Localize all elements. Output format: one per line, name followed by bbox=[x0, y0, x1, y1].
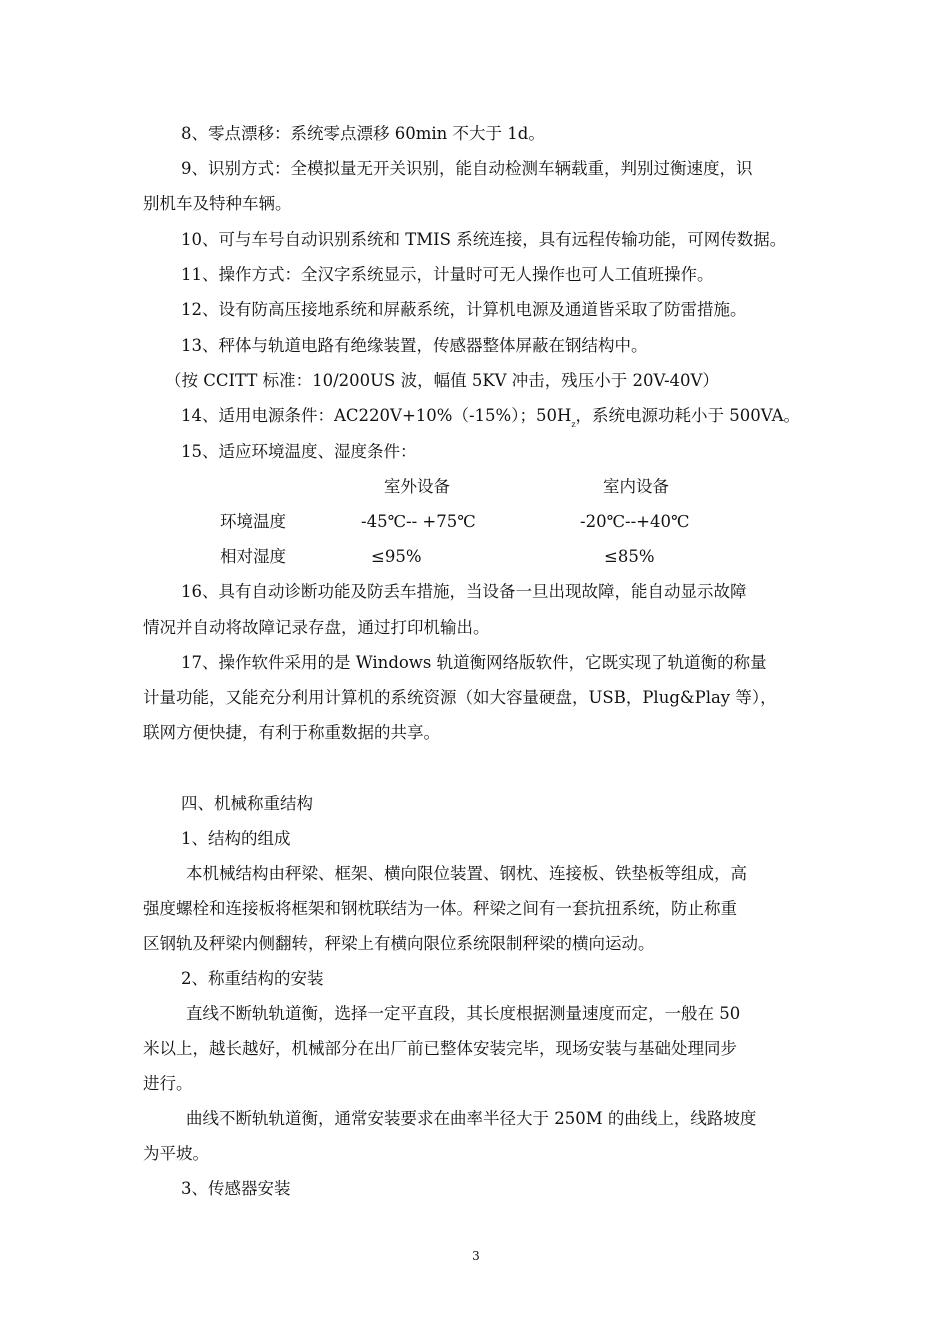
page-number: 3 bbox=[472, 1249, 480, 1263]
item-8: 8、零点漂移：系统零点漂移 60min 不大于 1d。 bbox=[181, 124, 545, 143]
item-15: 15、适应环境温度、湿度条件： bbox=[181, 442, 417, 461]
section-4-heading: 四、机械称重结构 bbox=[181, 794, 313, 813]
item-10: 10、可与车号自动识别系统和 TMIS 系统连接，具有远程传输功能，可网传数据。 bbox=[181, 230, 787, 249]
subsection-1-para-line1: 本机械结构由秤梁、框架、横向限位装置、钢枕、连接板、铁垫板等组成，高 bbox=[186, 864, 747, 883]
col-header-outdoor: 室外设备 bbox=[384, 477, 450, 496]
item-9-line2: 别机车及特种车辆。 bbox=[143, 194, 292, 213]
cell-indoor-temperature: -20℃--+40℃ bbox=[580, 512, 690, 531]
item-16-line2: 情况并自动将故障记录存盘，通过打印机输出。 bbox=[143, 618, 490, 637]
row-label-humidity: 相对湿度 bbox=[220, 547, 286, 566]
item-14-text-b: ，系统电源功耗小于 500VA。 bbox=[575, 406, 800, 425]
col-header-indoor: 室内设备 bbox=[603, 477, 669, 496]
item-14 bbox=[181, 405, 800, 436]
item-17-line3: 联网方便快捷，有利于称重数据的共享。 bbox=[143, 723, 440, 742]
subsection-2-para2-line1: 曲线不断轨轨道衡，通常安装要求在曲率半径大于 250M 的曲线上，线路坡度 bbox=[186, 1109, 757, 1128]
subsection-1-title: 1、结构的组成 bbox=[181, 829, 291, 848]
subsection-2-para2-line2: 为平坡。 bbox=[143, 1144, 209, 1163]
row-label-temperature: 环境温度 bbox=[220, 512, 286, 531]
subsection-2-para1-line2: 米以上，越长越好，机械部分在出厂前已整体安装完毕，现场安装与基础处理同步 bbox=[143, 1039, 737, 1058]
item-14-subscript: z bbox=[571, 420, 576, 429]
item-13: 13、秤体与轨道电路有绝缘装置，传感器整体屏蔽在钢结构中。 bbox=[181, 336, 648, 355]
subsection-1-para-line2: 强度螺栓和连接板将框架和钢枕联结为一体。秤梁之间有一套抗扭系统，防止称重 bbox=[143, 899, 737, 918]
cell-outdoor-humidity: ≤95% bbox=[371, 547, 422, 566]
item-12: 12、设有防高压接地系统和屏蔽系统，计算机电源及通道皆采取了防雷措施。 bbox=[181, 300, 747, 319]
subsection-3-title: 3、传感器安装 bbox=[181, 1179, 291, 1198]
item-17-line1: 17、操作软件采用的是 Windows 轨道衡网络版软件，它既实现了轨道衡的称量 bbox=[181, 653, 767, 672]
subsection-2-para1-line1: 直线不断轨轨道衡，选择一定平直段，其长度根据测量速度而定，一般在 50 bbox=[186, 1004, 741, 1023]
item-13-note: （按 CCITT 标准：10/200US 波，幅值 5KV 冲击，残压小于 20V-40V） bbox=[165, 371, 719, 390]
subsection-2-title: 2、称重结构的安装 bbox=[181, 969, 324, 988]
cell-indoor-humidity: ≤85% bbox=[604, 547, 655, 566]
subsection-1-para-line3: 区钢轨及秤梁内侧翻转，秤梁上有横向限位系统限制秤梁的横向运动。 bbox=[143, 934, 655, 953]
item-9-line1: 9、识别方式：全模拟量无开关识别，能自动检测车辆载重，判别过衡速度，识 bbox=[181, 159, 753, 178]
item-14-text-a: 14、适用电源条件：AC220V+10%（-15%）；50H bbox=[181, 406, 572, 425]
subsection-2-para1-line3: 进行。 bbox=[143, 1074, 193, 1093]
cell-outdoor-temperature: -45℃-- +75℃ bbox=[361, 512, 476, 531]
item-17-line2: 计量功能，又能充分利用计算机的系统资源（如大容量硬盘，USB，Plug&Play 等）， bbox=[143, 688, 777, 707]
item-16-line1: 16、具有自动诊断功能及防丢车措施，当设备一旦出现故障，能自动显示故障 bbox=[181, 582, 747, 601]
item-11: 11、操作方式：全汉字系统显示，计量时可无人操作也可人工值班操作。 bbox=[181, 265, 714, 284]
